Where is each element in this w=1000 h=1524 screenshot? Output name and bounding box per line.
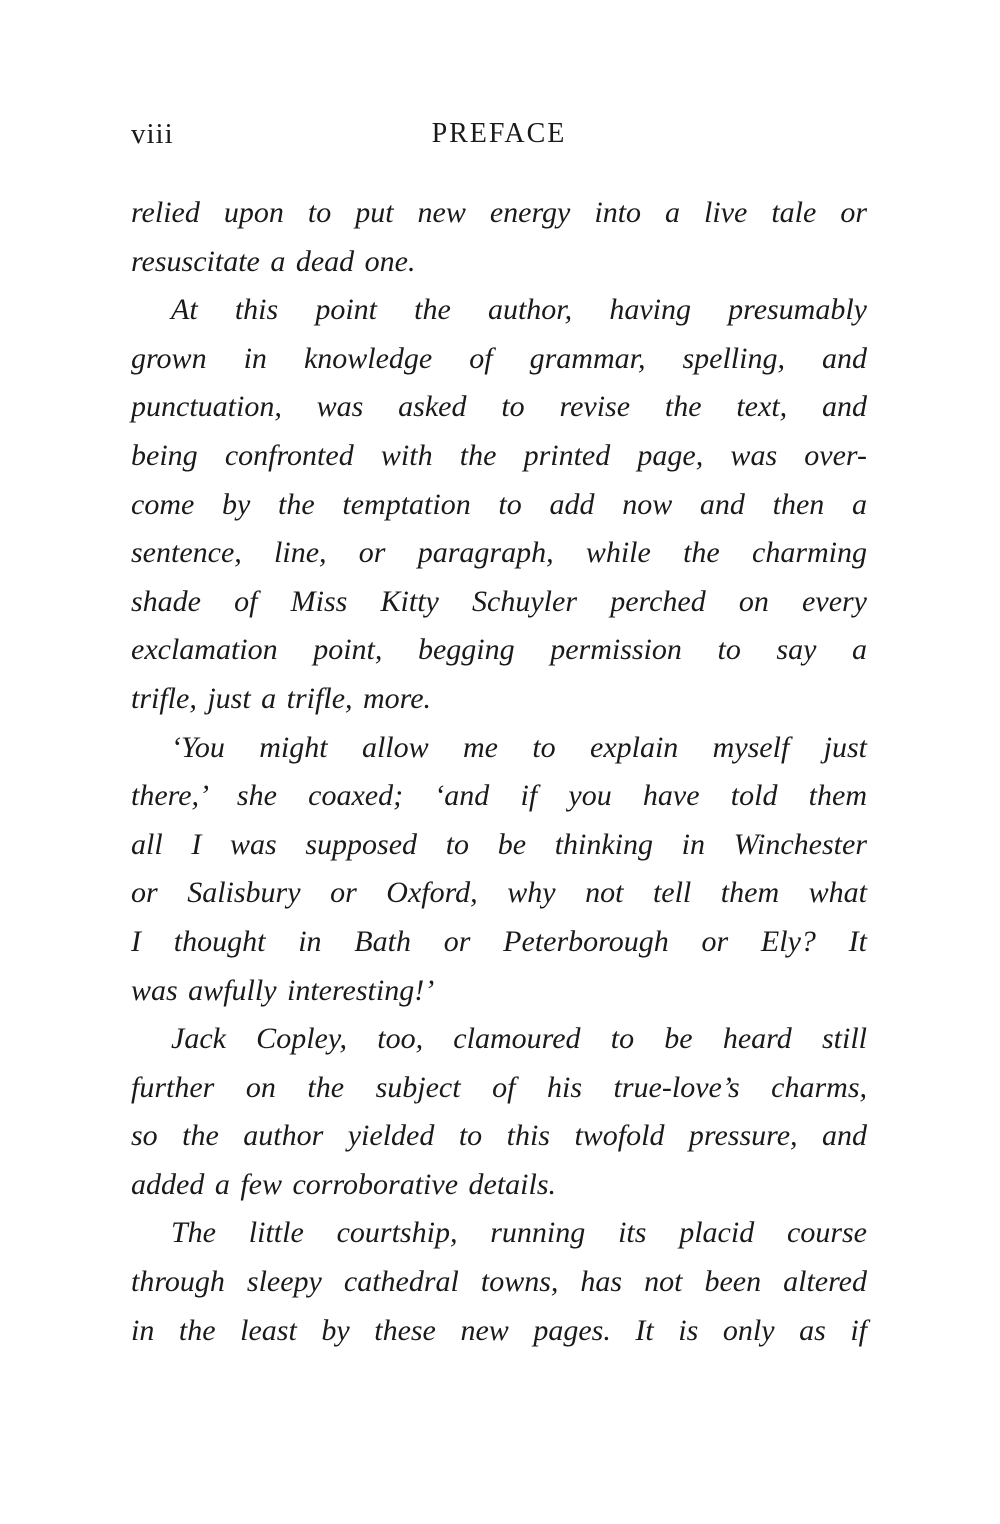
text-line: The little courtship, running its placid course — [171, 1216, 867, 1250]
text-line: come by the temptation to add now and then a — [131, 487, 867, 521]
text-line: Jack Copley, too, clamoured to be heard still — [171, 1022, 867, 1056]
text-line: being confronted with the printed page, was over- — [131, 438, 867, 472]
text-line: shade of Miss Kitty Schuyler perched on every — [131, 584, 867, 618]
body-text — [131, 189, 867, 1355]
text-line: in the least by these new pages. It is only as if — [131, 1313, 867, 1347]
text-line: I thought in Bath or Peterborough or Ely? It — [131, 924, 867, 958]
text-line: resuscitate a dead one. — [131, 244, 416, 278]
text-line: relied upon to put new energy into a live tale or — [131, 196, 867, 229]
text-line: all I was supposed to be thinking in Winchester — [131, 827, 867, 861]
text-line: punctuation, was asked to revise the text, and — [131, 390, 867, 424]
text-line: was awfully interesting!’ — [131, 973, 435, 1007]
text-line: there,’ she coaxed; ‘and if you have told them — [131, 779, 867, 813]
text-line: or Salisbury or Oxford, why not tell them what — [131, 876, 867, 910]
text-line: ‘You might allow me to explain myself just — [171, 730, 867, 764]
text-line: At this point the author, having presumably — [171, 293, 867, 327]
text-line: trifle, just a trifle, more. — [131, 681, 432, 715]
text-line: so the author yielded to this twofold pressure, and — [131, 1119, 867, 1153]
page-number: viii — [131, 118, 174, 150]
text-line: through sleepy cathedral towns, has not been altered — [131, 1265, 867, 1299]
text-line: sentence, line, or paragraph, while the charming — [131, 536, 867, 570]
page-header-title: PREFACE — [431, 118, 567, 149]
running-head — [131, 118, 867, 158]
text-line: exclamation point, begging permission to say a — [131, 633, 867, 667]
text-line: further on the subject of his true-love’s charms, — [131, 1070, 867, 1104]
text-line: grown in knowledge of grammar, spelling, and — [131, 341, 867, 375]
text-line: added a few corroborative details. — [131, 1167, 556, 1201]
